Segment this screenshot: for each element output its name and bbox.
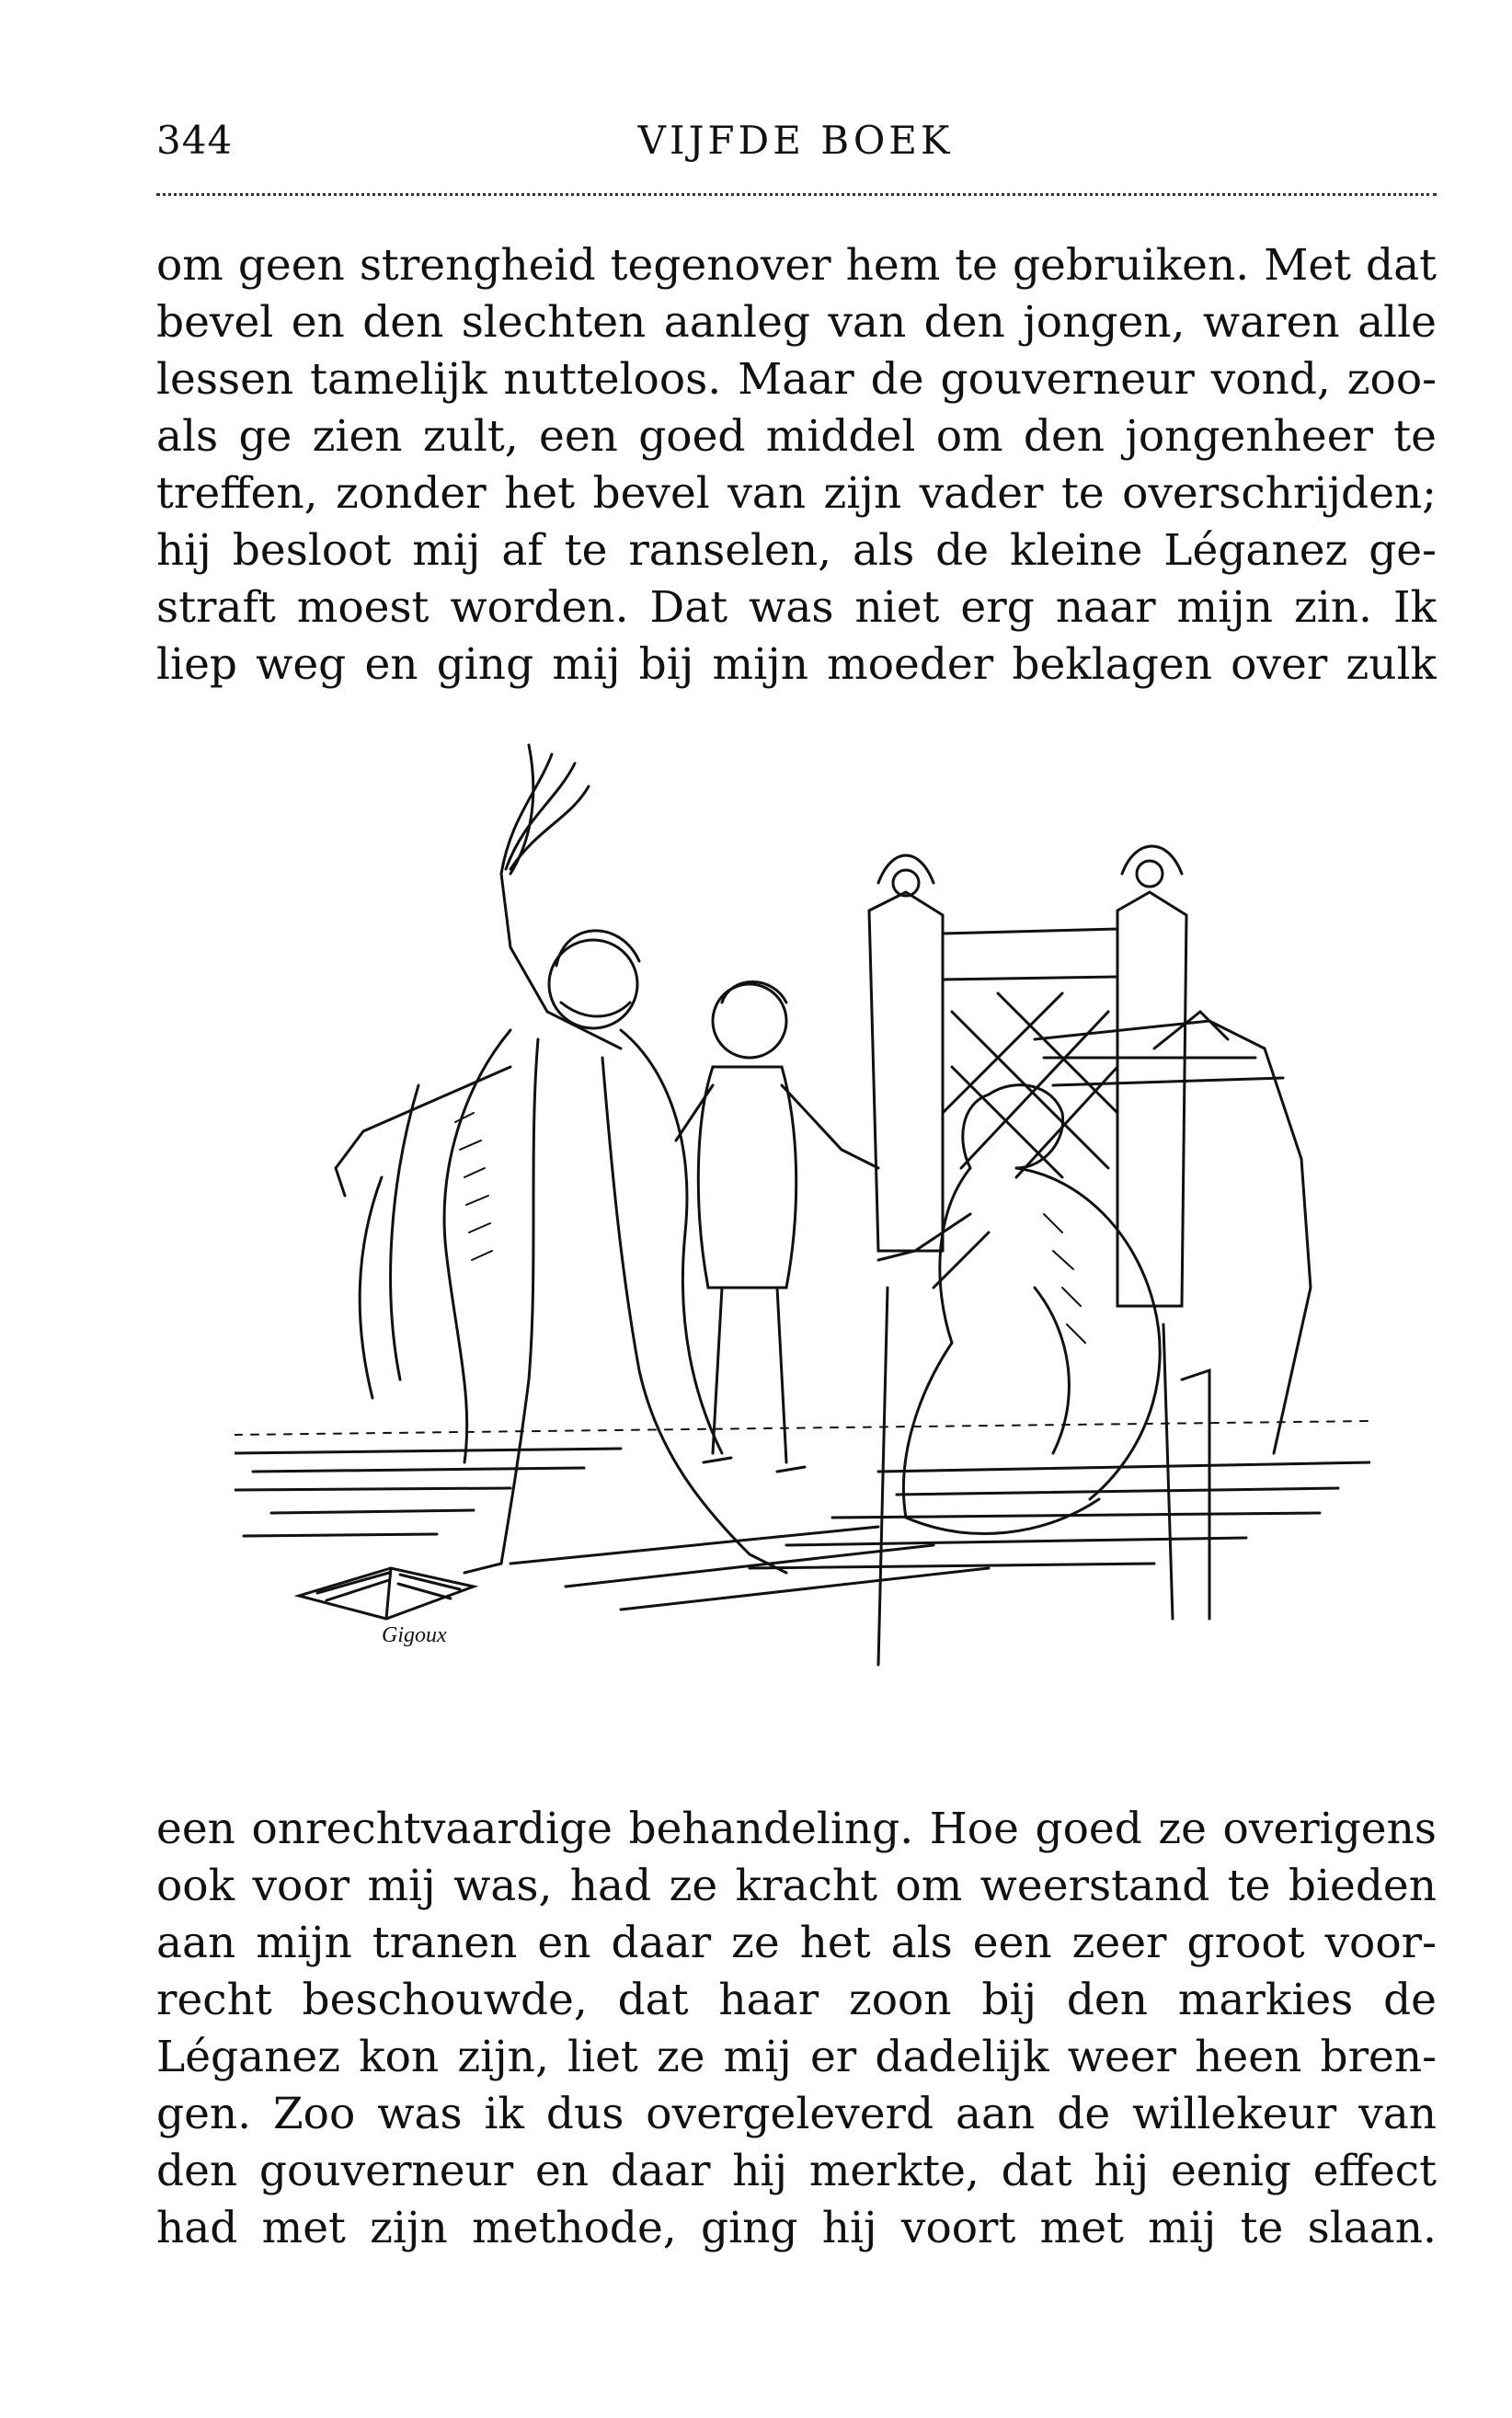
text-line: hij besloot mij af te ranselen, als de kleine Léganez ge- — [156, 525, 1437, 576]
text-line: treffen, zonder het bevel van zijn vader te overschrijden; — [156, 468, 1437, 519]
text-line: recht beschouwde, dat haar zoon bij den markies de — [156, 1975, 1437, 2025]
text-line: aan mijn tranen en daar ze het als een zeer groot voor- — [156, 1918, 1437, 1968]
text-line: als ge zien zult, een goed middel om den jongenheer te — [156, 411, 1437, 462]
text-line: den gouverneur en daar hij merkte, dat hij eenig effect — [156, 2146, 1437, 2196]
running-head — [156, 118, 1435, 173]
artist-signature: Gigoux — [382, 1623, 447, 1647]
text-line: straft moest worden. Dat was niet erg naar mijn zin. Ik — [156, 582, 1437, 633]
text-line: liep weg en ging mij bij mijn moeder beklagen over zulk — [156, 639, 1437, 690]
text-line: een onrechtvaardige behandeling. Hoe goed ze overigens — [156, 1804, 1437, 1854]
engraving-illustration — [235, 736, 1370, 1683]
paragraph-1 — [156, 237, 1437, 693]
text-line: om geen strengheid tegenover hem te gebruiken. Met dat — [156, 240, 1437, 291]
text-line: bevel en den slechten aanleg van den jongen, waren alle — [156, 297, 1437, 348]
text-line: gen. Zoo was ik dus overgeleverd aan de willekeur van — [156, 2089, 1437, 2139]
text-line: Léganez kon zijn, liet ze mij er dadelijk weer heen bren- — [156, 2032, 1437, 2082]
paragraph-2 — [156, 1801, 1437, 2257]
header-divider — [156, 193, 1437, 196]
running-title: VIJFDE BOEK — [637, 118, 954, 163]
text-line: lessen tamelijk nutteloos. Maar de gouverneur vond, zoo- — [156, 354, 1437, 405]
page-number: 344 — [156, 118, 234, 163]
text-line: had met zijn methode, ging hij voort met mij te slaan. — [156, 2203, 1437, 2253]
text-line: ook voor mij was, had ze kracht om weerstand te bieden — [156, 1861, 1437, 1911]
